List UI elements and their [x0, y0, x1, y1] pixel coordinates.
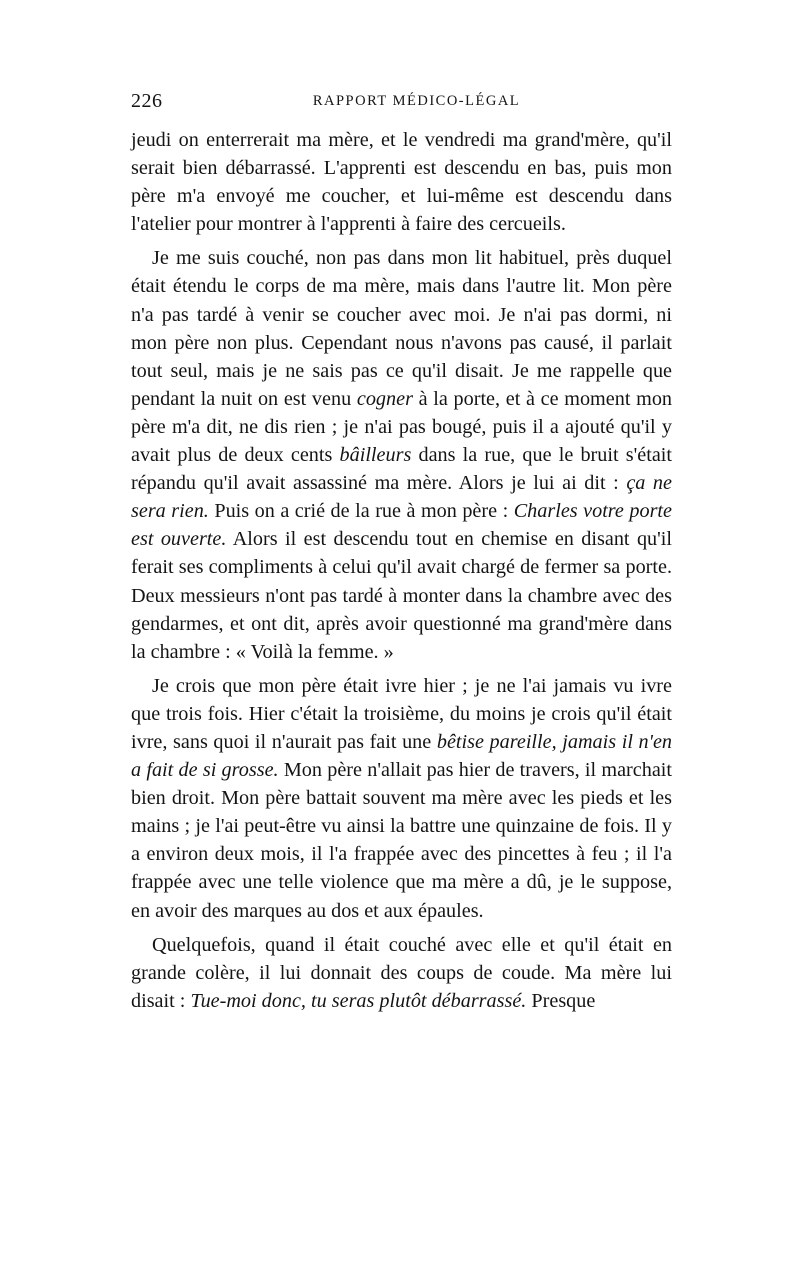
text-run: Je crois que mon père était ivre hier ; je ne l'ai jamais vu ivre que trois fois. Hier c'était la troisième, du moins je crois qu'il était ivre, sans quoi il n'aurait pas fait une — [131, 674, 672, 753]
text-run: à la porte, et à ce moment mon père m'a dit, ne dis rien ; je n'ai pas bougé, puis il a ajouté qu'il y avait plus de deux cents — [131, 387, 673, 467]
running-title: RAPPORT MÉDICO-LÉGAL — [312, 93, 521, 109]
running-header — [131, 90, 672, 126]
text-run: dans la rue, que le bruit s'était répandu qu'il avait assassiné ma mère. Alors je lui ai dit : — [131, 444, 672, 495]
page-number: 226 — [131, 90, 163, 112]
text-run: Je me suis couché, non pas dans mon lit habituel, près duquel était étendu le corps de ma mère, mais dans l'autre lit. Mon père n'a pas tardé à venir se coucher avec moi. Je n'ai pas dormi, ni mon père non plus. Cependant nous n'avons pas causé, il parlait tout seul, mais je ne sais pas ce qu'il disait. Je me rappelle que pendant la nuit on est venu — [131, 247, 672, 410]
paragraph-2 — [131, 244, 672, 665]
italic-run: bêtise pareille, jamais il n'en a fait de si grosse. — [131, 730, 673, 782]
italic-run: Tue-moi donc, tu seras plutôt débarrassé. — [190, 989, 527, 1012]
book-page — [131, 90, 672, 1015]
italic-run: ça ne sera rien. — [131, 472, 672, 523]
body-text — [131, 126, 672, 1015]
italic-run: cogner — [356, 387, 413, 410]
text-run: jeudi on enterrerait ma mère, et le vendredi ma grand'mère, qu'il serait bien débarrassé. L'apprenti est descendu en bas, puis mon père m'a envoyé me coucher, et lui-même est descendu dans l'atelier pour montrer à l'apprenti à faire des cercueils. — [131, 129, 672, 236]
italic-run: Charles votre porte est ouverte. — [131, 500, 672, 551]
italic-run: bâilleurs — [339, 444, 412, 467]
paragraph-4 — [131, 931, 672, 1015]
text-run: Alors il est descendu tout en chemise en disant qu'il ferait ses compliments à celui qu'il avait chargé de fermer sa porte. Deux messieurs n'ont pas tardé à monter dans la chambre avec des gendarmes, et ont dit, après avoir questionné ma grand'mère dans la chambre : « Voilà la femme. » — [131, 528, 672, 663]
text-run: Quelquefois, quand il était couché avec elle et qu'il était en grande colère, il lui donnait des coups de coude. Ma mère lui disait : — [131, 933, 672, 1012]
text-run: Presque — [526, 989, 596, 1012]
paragraph-3 — [131, 672, 672, 925]
paragraph-1 — [131, 126, 672, 238]
text-run: Puis on a crié de la rue à mon père : — [208, 500, 514, 523]
text-run: Mon père n'allait pas hier de travers, il marchait bien droit. Mon père battait souvent ma mère avec les pieds et les mains ; je l'ai peut-être vu ainsi la battre une quinzaine de fois. Il y a environ deux mois, il l'a frappée avec des pincettes à feu ; il l'a frappée avec une telle violence que ma mère a dû, je le suppose, en avoir des marques au dos et aux épaules. — [131, 759, 672, 922]
